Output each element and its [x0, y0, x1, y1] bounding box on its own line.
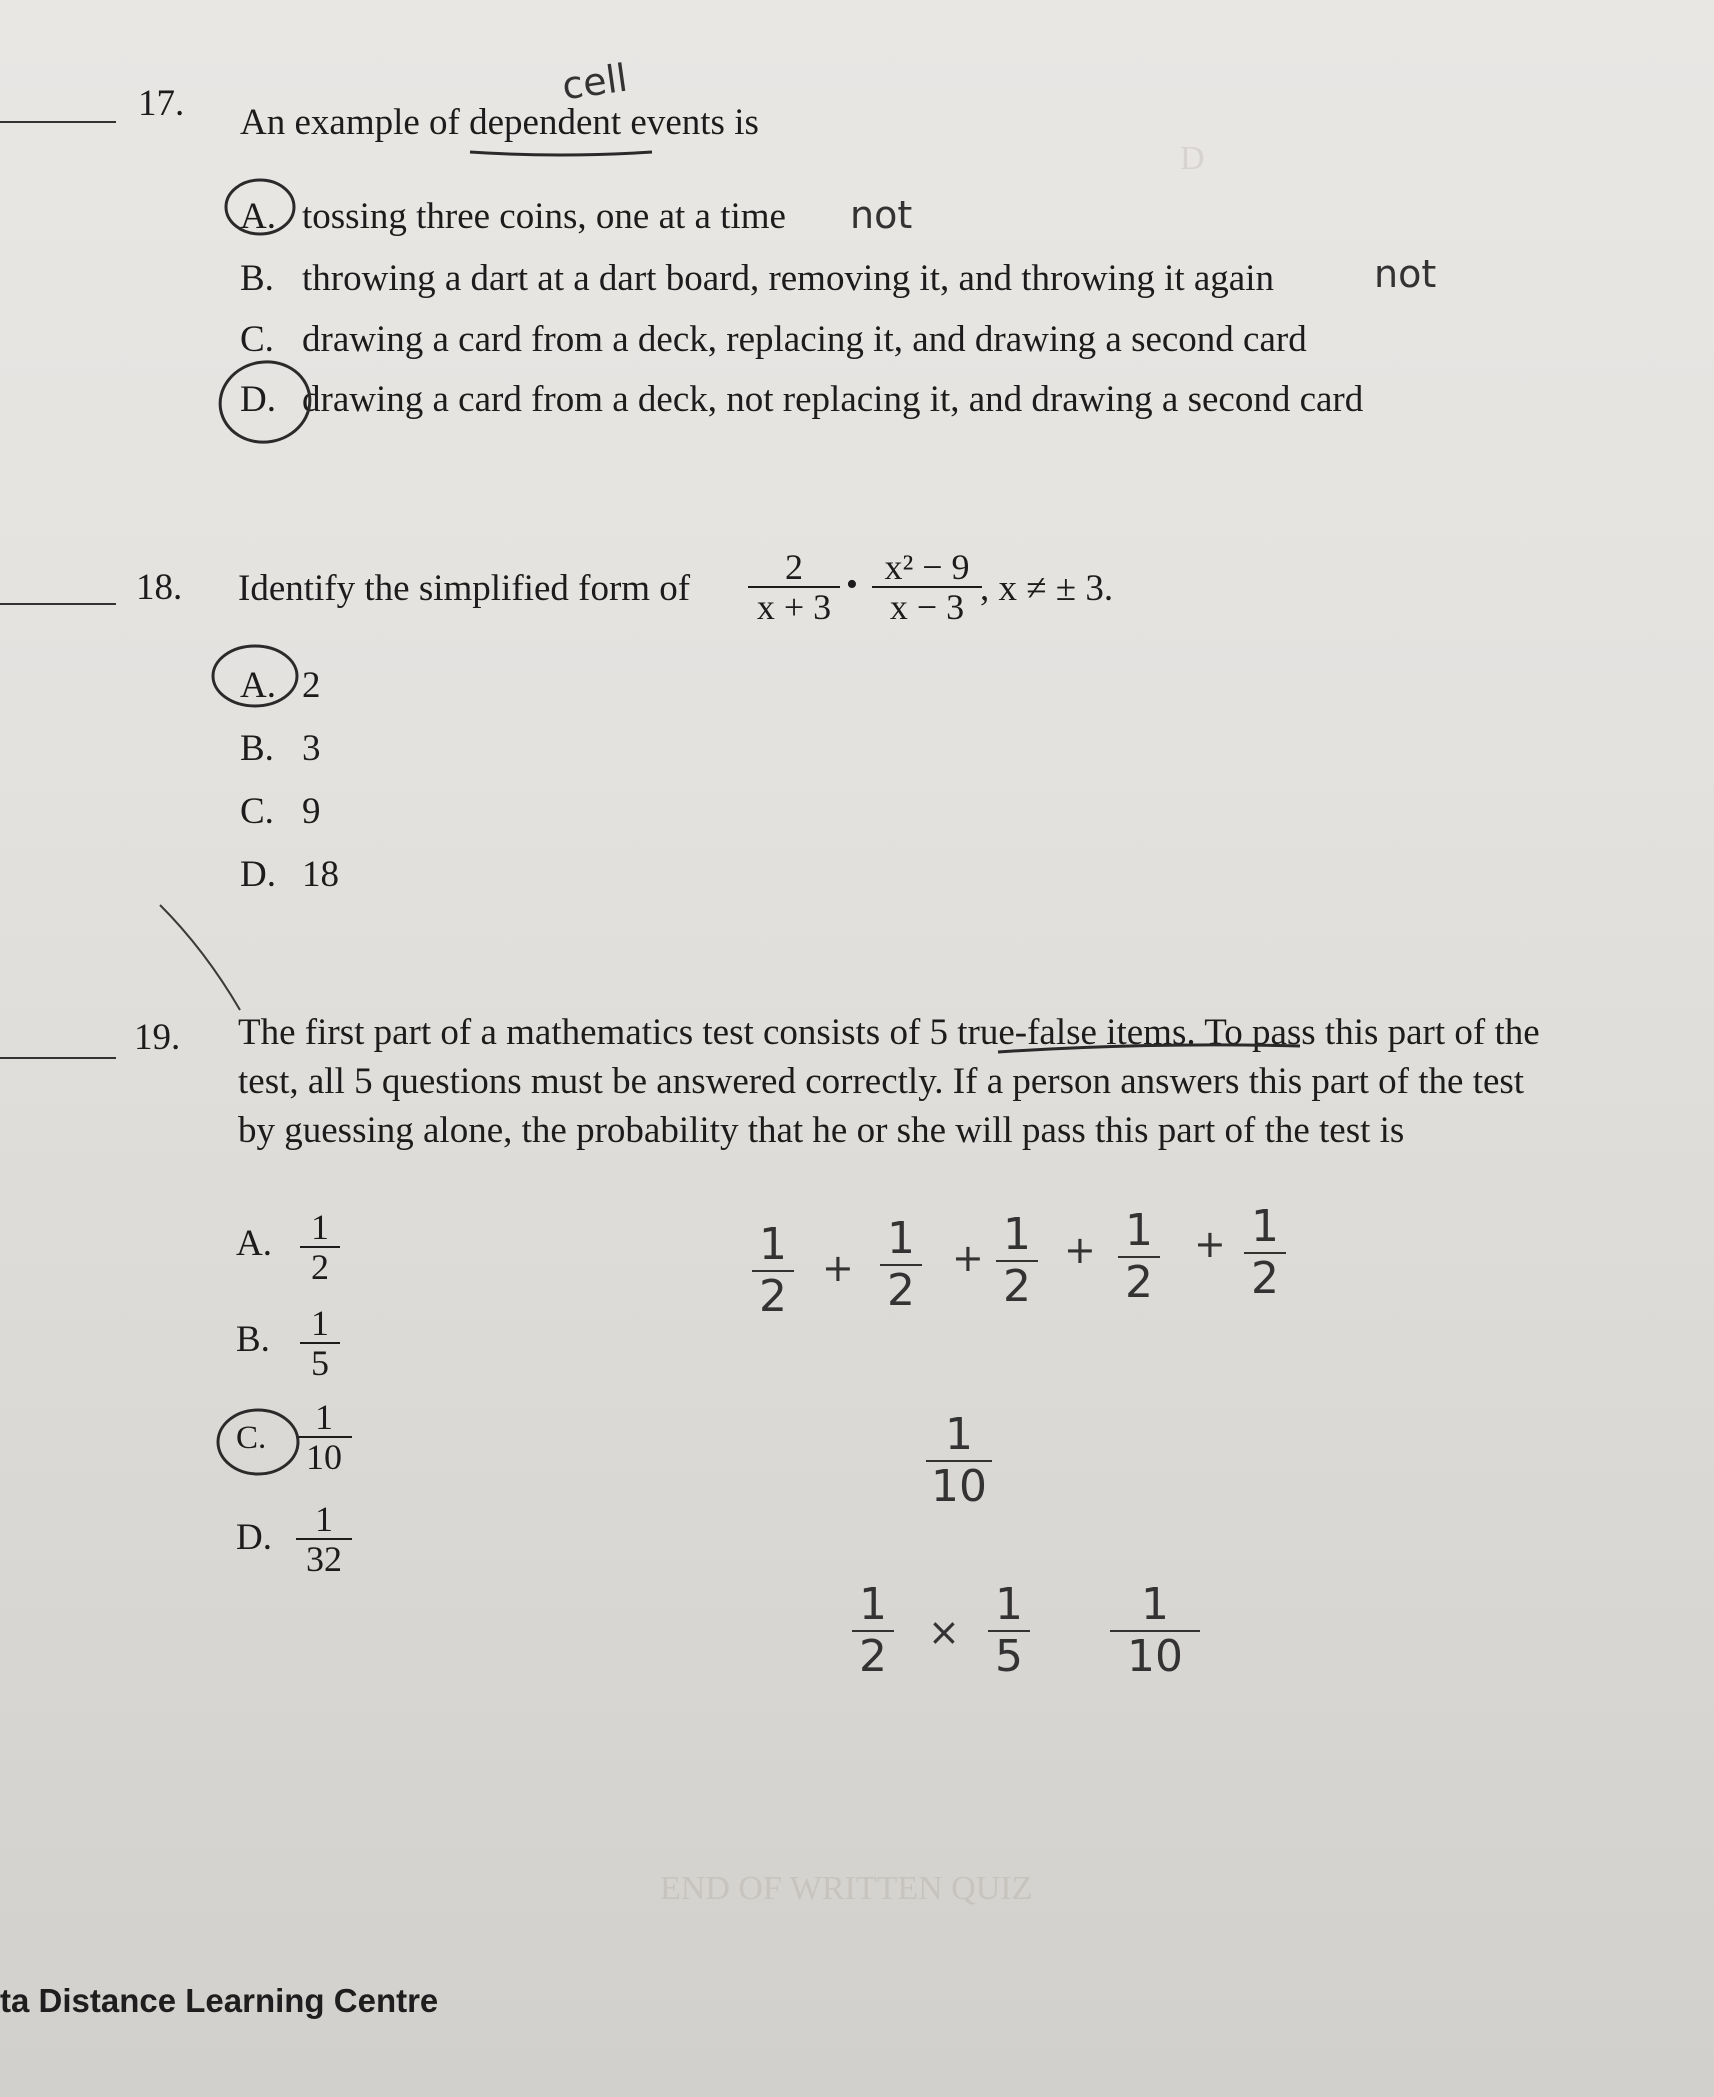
q19-option-a[interactable]: A. [236, 1223, 272, 1264]
circle-18a [213, 646, 297, 706]
q19-option-c[interactable]: C. [236, 1420, 267, 1456]
handwritten-fraction: 1 2 [880, 1214, 922, 1316]
circle-17d [214, 355, 317, 449]
handwritten-plus: + [1064, 1228, 1096, 1272]
question-19-line-3: by guessing alone, the probability that he or she will pass this part of the test is [238, 1110, 1405, 1151]
q19-option-c-fraction: 1 10 [296, 1398, 352, 1476]
stray-pen-line [160, 905, 240, 1010]
q19-option-d[interactable]: D. [236, 1517, 272, 1558]
q19-option-d-fraction: 1 32 [296, 1500, 352, 1578]
question-number-18: 18. [136, 567, 183, 608]
handwritten-plus: + [1194, 1222, 1226, 1266]
handwritten-fraction: 1 5 [988, 1580, 1030, 1682]
q19-option-b[interactable]: B. [236, 1319, 270, 1360]
handwritten-fraction-one-tenth: 1 10 [1110, 1580, 1200, 1682]
q17-option-b[interactable]: B. throwing a dart at a dart board, removing it, and throwing it again [240, 258, 1275, 299]
question-17-stem: An example of dependent events is [240, 102, 759, 143]
q18-option-b[interactable]: B. 3 [240, 728, 321, 769]
circle-19c [218, 1410, 298, 1474]
bleed-text: END OF WRITTEN QUIZ [660, 1870, 1033, 1907]
footer-institution: ta Distance Learning Centre [0, 1982, 439, 2019]
keyword-dependent: dependent [469, 102, 622, 143]
handwritten-fraction: 1 2 [852, 1580, 894, 1682]
question-number-19: 19. [134, 1017, 181, 1058]
handwritten-fraction: 1 2 [1244, 1202, 1286, 1304]
handwritten-fraction: 1 2 [996, 1210, 1038, 1312]
question-18-stem: Identify the simplified form of [238, 568, 691, 609]
restriction: , x ≠ ± 3. [980, 568, 1114, 609]
question-19-line-2: test, all 5 questions must be answered correctly. If a person answers this part of the test [238, 1061, 1525, 1102]
handwritten-fraction: 1 2 [752, 1220, 794, 1322]
q17-option-a[interactable]: A. tossing three coins, one at a time [240, 196, 786, 237]
q18-option-d[interactable]: D. 18 [240, 854, 339, 895]
circle-17a [226, 180, 294, 234]
handwritten-note-not: not [1374, 252, 1437, 296]
handwritten-note-cell: cell [559, 55, 631, 109]
q17-option-c[interactable]: C. drawing a card from a deck, replacing it, and drawing a second card [240, 319, 1307, 360]
handwritten-times: × [928, 1610, 960, 1654]
handwritten-plus: + [952, 1236, 984, 1280]
fraction-2-over-x-plus-3: 2 x + 3 [748, 548, 840, 626]
q19-option-a-fraction: 1 2 [300, 1208, 340, 1286]
q18-option-c[interactable]: C. 9 [240, 791, 321, 832]
underline-5-true-false [998, 1045, 1300, 1052]
handwritten-fraction-one-tenth: 1 10 [926, 1410, 992, 1512]
q17-option-d[interactable]: D. drawing a card from a deck, not replacing it, and drawing a second card [240, 379, 1364, 420]
handwritten-fraction: 1 2 [1118, 1206, 1160, 1308]
handwritten-plus: + [822, 1246, 854, 1290]
handwritten-note-not: not [850, 193, 913, 237]
fraction-x-squared-minus-9-over-x-minus-3: x² − 9 x − 3 [872, 548, 982, 626]
q18-option-a[interactable]: A. 2 [240, 665, 321, 706]
underline-dependent [470, 152, 652, 155]
question-number-17: 17. [138, 83, 185, 124]
multiply-dot: • [846, 566, 858, 603]
question-19-line-1: The first part of a mathematics test consists of 5 true-false items. To pass this part of the [238, 1012, 1540, 1053]
bleed-text: D [1180, 140, 1205, 177]
q19-option-b-fraction: 1 5 [300, 1304, 340, 1382]
